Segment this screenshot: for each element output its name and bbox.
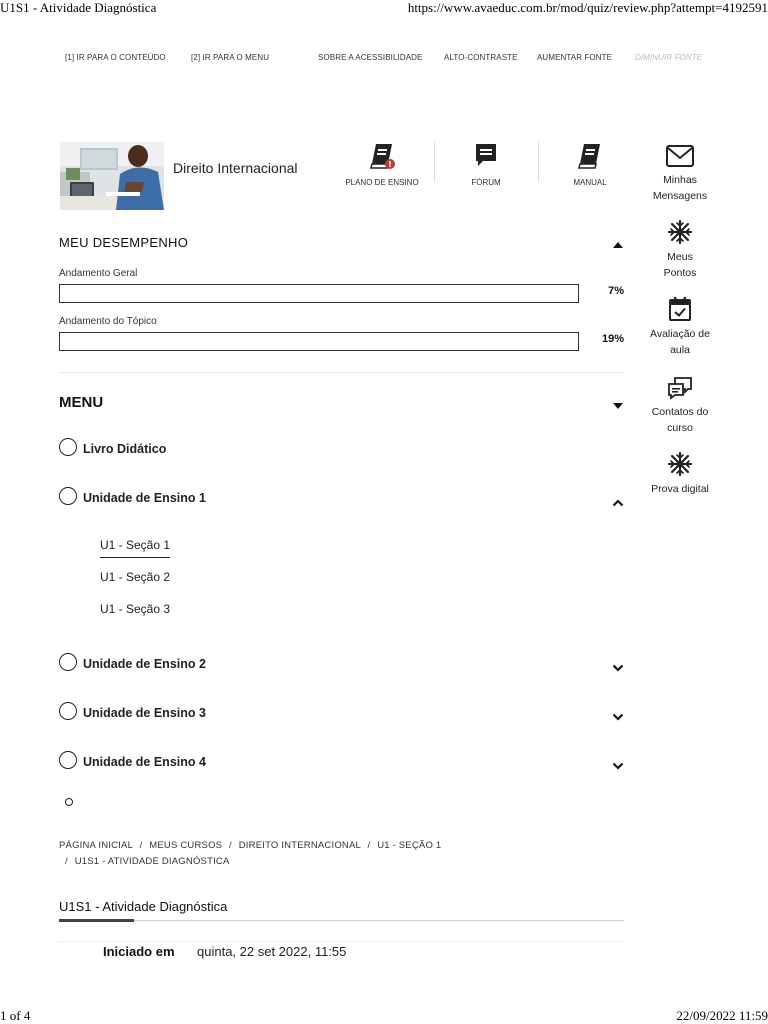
submenu-u1-secao-2[interactable]: U1 - Seção 2 [100, 570, 171, 584]
menu-item-label: Unidade de Ensino 2 [83, 657, 206, 671]
contacts-label-1: Contatos do [651, 406, 709, 418]
collapse-menu-button[interactable] [612, 397, 624, 415]
chat-bubbles-icon [667, 376, 693, 400]
menu-item-livro-didatico[interactable] [59, 438, 624, 460]
menu-item-label: Livro Didático [83, 442, 167, 456]
breadcrumb-section[interactable]: U1 - SEÇÃO 1 [377, 840, 442, 851]
caret-down-icon [612, 402, 624, 410]
started-value: quinta, 22 set 2022, 11:55 [197, 944, 347, 959]
breadcrumb-separator: / [229, 840, 232, 851]
header-divider [434, 142, 435, 182]
overall-progress-percent: 7% [608, 285, 624, 297]
overall-progress-fill [60, 285, 96, 302]
messages-label-1: Minhas [663, 174, 697, 186]
snowflake-icon [667, 219, 693, 245]
heading-underline [59, 919, 134, 922]
status-circle-icon [59, 487, 77, 505]
chevron-down-icon [612, 664, 624, 672]
manual-label: MANUAL [573, 178, 607, 187]
started-label: Iniciado em [103, 944, 175, 959]
submenu-u1-secao-1[interactable]: U1 - Seção 1 [100, 538, 170, 558]
chevron-down-icon [612, 762, 624, 770]
status-circle-icon [59, 702, 77, 720]
collapse-performance-button[interactable] [612, 236, 624, 254]
course-name: Direito Internacional [173, 160, 298, 176]
my-messages-link[interactable] [640, 144, 720, 204]
menu-item-label: Unidade de Ensino 4 [83, 755, 206, 769]
menu-item-unidade-2[interactable] [59, 653, 624, 675]
class-evaluation-link[interactable] [640, 296, 720, 358]
my-points-link[interactable] [640, 219, 720, 281]
plano-de-ensino-link[interactable] [332, 142, 432, 187]
points-label-1: Meus [667, 251, 693, 263]
digital-exam-link[interactable] [640, 451, 720, 497]
print-url: https://www.avaeduc.com.br/mod/quiz/review.php?attempt=4192591 [407, 0, 768, 15]
menu-item-unidade-4[interactable] [59, 751, 624, 773]
performance-title: MEU DESEMPENHO [59, 235, 189, 250]
menu-item-unidade-3[interactable] [59, 702, 624, 724]
chevron-up-icon [612, 499, 624, 507]
breadcrumb-course[interactable]: DIREITO INTERNACIONAL [238, 840, 361, 851]
forum-icon [470, 142, 502, 170]
manual-link[interactable] [540, 142, 640, 187]
contacts-label-2: curso [667, 422, 693, 434]
topic-progress-fill [60, 333, 158, 350]
skip-to-content-link[interactable]: [1] IR PARA O CONTEÚDO [65, 53, 166, 62]
menu-item-label: Unidade de Ensino 1 [83, 491, 206, 505]
breadcrumb-separator: / [139, 840, 143, 851]
envelope-icon [665, 144, 695, 168]
high-contrast-link[interactable]: ALTO-CONTRASTE [444, 53, 518, 62]
print-date: 22/09/2022 11:59 [676, 1008, 768, 1023]
calendar-check-icon [668, 296, 692, 322]
section-divider [59, 372, 624, 373]
status-circle-icon [59, 438, 77, 456]
menu-title: MENU [59, 394, 104, 411]
increase-font-link[interactable]: AUMENTAR FONTE [537, 53, 613, 62]
plano-label: PLANO DE ENSINO [345, 178, 419, 187]
submenu-u1-secao-3[interactable]: U1 - Seção 3 [100, 602, 171, 616]
breadcrumb-line-2 [65, 856, 230, 867]
breadcrumb-separator: / [367, 840, 371, 851]
topic-progress-bar [59, 332, 579, 351]
topic-progress-label: Andamento do Tópico [59, 316, 157, 327]
status-circle-icon [59, 751, 77, 769]
snowflake-icon [667, 451, 693, 477]
breadcrumb-separator: / [65, 856, 68, 867]
decrease-font-link[interactable]: DIMINUIR FONTE [635, 53, 703, 62]
messages-label-2: Mensagens [652, 190, 708, 202]
course-contacts-link[interactable] [640, 376, 720, 436]
topic-progress-percent: 19% [601, 333, 624, 345]
forum-link[interactable] [436, 142, 536, 187]
status-circle-icon [59, 653, 77, 671]
overall-progress-bar [59, 284, 579, 303]
info-divider [59, 941, 624, 942]
course-image [60, 142, 164, 210]
book-alert-icon [366, 142, 398, 170]
book-icon [574, 142, 606, 170]
header-divider [538, 142, 539, 182]
forum-label: FÓRUM [471, 178, 501, 187]
small-circle-icon [65, 798, 73, 806]
heading-divider [59, 920, 624, 921]
breadcrumb-home[interactable]: PÁGINA INICIAL [59, 840, 133, 851]
exam-label: Prova digital [651, 483, 709, 495]
overall-progress-label: Andamento Geral [59, 268, 138, 279]
evaluation-label-1: Avaliação de [650, 328, 710, 340]
evaluation-label-2: aula [670, 344, 690, 356]
caret-up-icon [612, 241, 624, 249]
menu-item-label: Unidade de Ensino 3 [83, 706, 206, 720]
page-heading: U1S1 - Atividade Diagnóstica [59, 899, 228, 914]
points-label-2: Pontos [663, 267, 697, 279]
breadcrumb-activity[interactable]: U1S1 - ATIVIDADE DIAGNÓSTICA [74, 856, 230, 867]
breadcrumb-my-courses[interactable]: MEUS CURSOS [149, 840, 223, 851]
skip-to-menu-link[interactable]: [2] IR PARA O MENU [191, 53, 270, 62]
about-accessibility-link[interactable]: SOBRE A ACESSIBILIDADE [318, 53, 423, 62]
menu-item-unidade-1[interactable] [59, 487, 624, 509]
breadcrumb [59, 840, 441, 851]
print-title: U1S1 - Atividade Diagnóstica [0, 0, 157, 15]
print-page-number: 1 of 4 [0, 1008, 31, 1023]
chevron-down-icon [612, 713, 624, 721]
